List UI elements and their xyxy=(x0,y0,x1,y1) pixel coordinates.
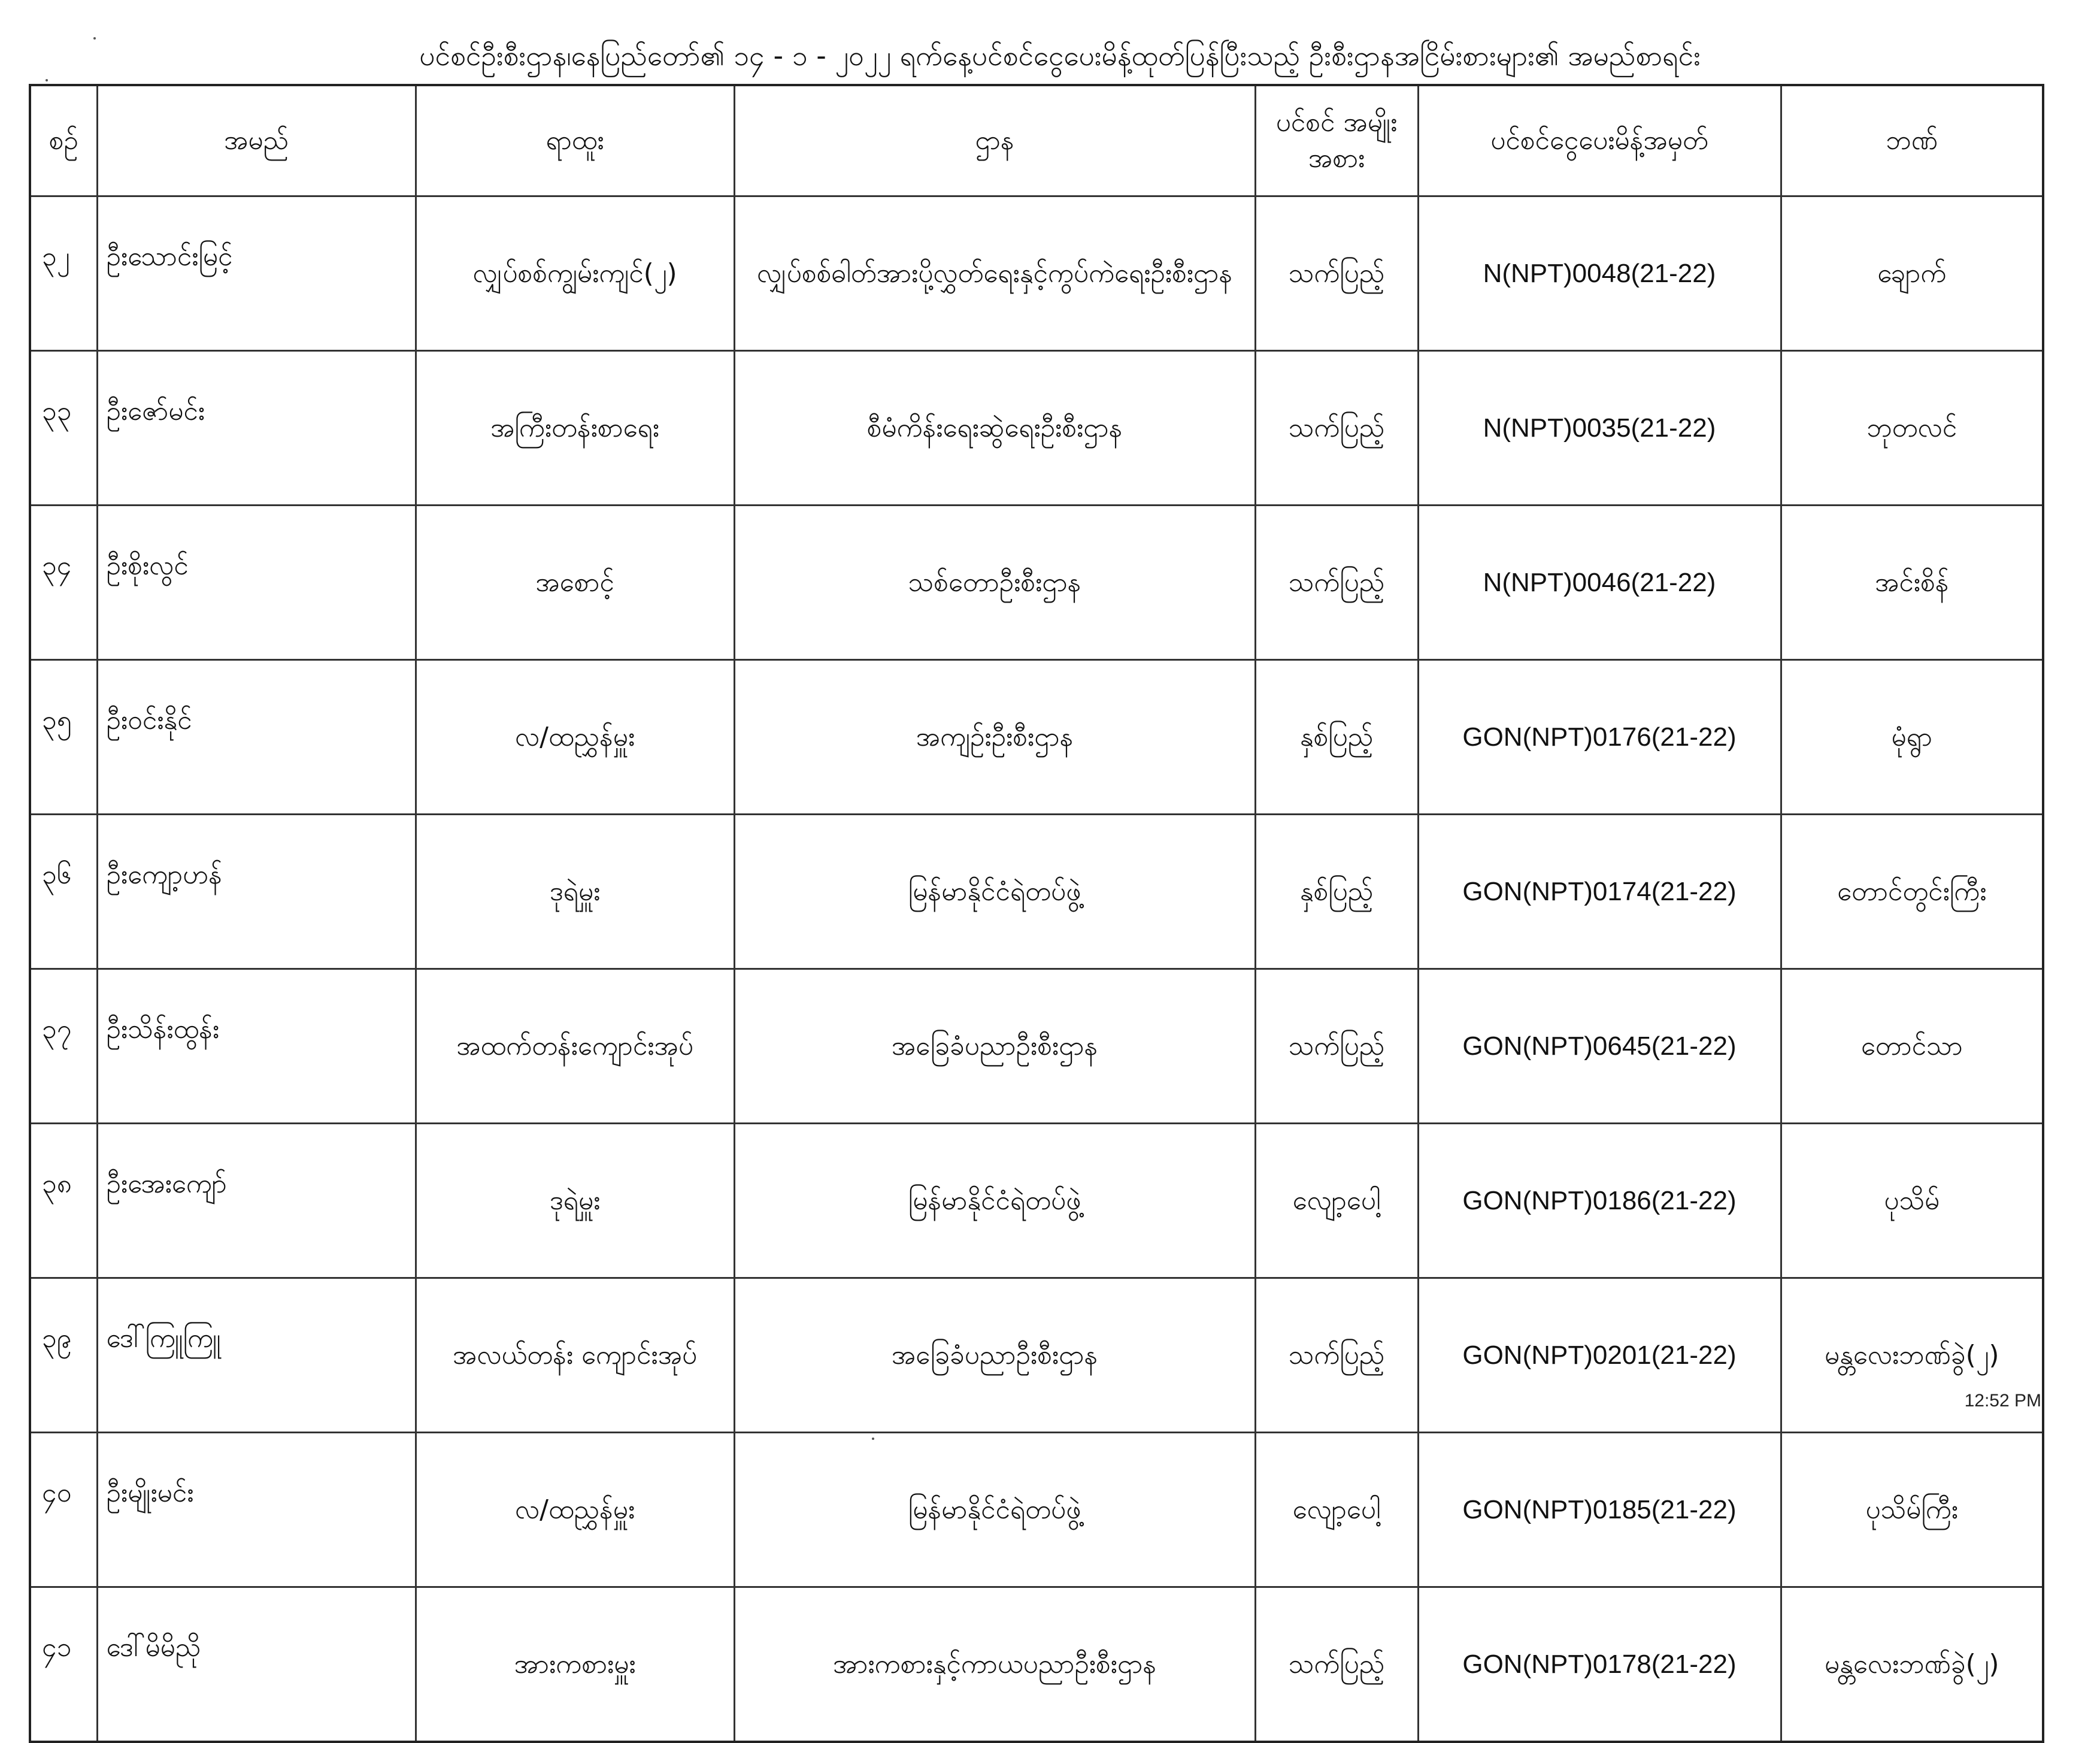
cell-rank: အစောင့် xyxy=(416,506,734,660)
cell-no: ၃၃ xyxy=(30,351,97,506)
page-title: ပင်စင်ဦးစီးဌာန၊နေပြည်တော်၏ ၁၄ - ၁ - ၂၀၂၂ ရက်နေ့ပင်စင်ငွေပေးမိန့်ထုတ်ပြန်ပြီးသည့် ဦးစီးဌာနအငြိမ်းစားများ၏ အမည်စာရင်း xyxy=(419,40,1701,72)
cell-bank: တောင်သာ xyxy=(1781,969,2043,1124)
cell-department: မြန်မာနိုင်ငံရဲတပ်ဖွဲ့ xyxy=(734,1124,1255,1278)
cell-rank: အထက်တန်းကျောင်းအုပ် xyxy=(416,969,734,1124)
header-bank: ဘဏ် xyxy=(1781,85,2043,196)
cell-pension-type: နှစ်ပြည့် xyxy=(1255,660,1418,815)
table-row xyxy=(30,506,2043,660)
cell-name: ဦးအေးကျော် xyxy=(97,1124,416,1278)
cell-no: ၄၁ xyxy=(30,1587,97,1742)
cell-department: အားကစားနှင့်ကာယပညာဦးစီးဌာန xyxy=(734,1587,1255,1742)
cell-rank: အကြီးတန်းစာရေး xyxy=(416,351,734,506)
cell-rank xyxy=(416,1278,734,1433)
cell-rank: ဒုရဲမှူး xyxy=(416,815,734,969)
cell-pension-type: သက်ပြည့် xyxy=(1255,969,1418,1124)
cell-bank: ဘုတလင် xyxy=(1781,351,2043,506)
cell-pension-type: သက်ပြည့် xyxy=(1255,1587,1418,1742)
cell-department: သစ်တောဦးစီးဌာန xyxy=(734,506,1255,660)
header-pension-type xyxy=(1255,85,1418,196)
cell-bank: မုံရွာ xyxy=(1781,660,2043,815)
table-row xyxy=(30,660,2043,815)
cell-name: ဦးသောင်းမြင့် xyxy=(97,196,416,351)
cell-bank: တောင်တွင်းကြီး xyxy=(1781,815,2043,969)
cell-pension-type: သက်ပြည့် xyxy=(1255,1278,1418,1433)
cell-bank: အင်းစိန် xyxy=(1781,506,2043,660)
cell-bank: ချောက် xyxy=(1781,196,2043,351)
cell-name: ဒေါ်ကြူကြူ xyxy=(97,1278,416,1433)
cell-bank: မန္တလေးဘဏ်ခွဲ(၂) xyxy=(1781,1278,2043,1433)
cell-pension-type: နှစ်ပြည့် xyxy=(1255,815,1418,969)
cell-order-no: GON(NPT)0201(21-22) xyxy=(1418,1278,1781,1433)
print-timestamp: 12:52 PM xyxy=(1964,1391,2041,1411)
cell-bank: ပုသိမ်ကြီး xyxy=(1781,1433,2043,1587)
cell-department: မြန်မာနိုင်ငံရဲတပ်ဖွဲ့ xyxy=(734,1433,1255,1587)
cell-pension-type: သက်ပြည့် xyxy=(1255,351,1418,506)
cell-order-no: N(NPT)0035(21-22) xyxy=(1418,351,1781,506)
cell-rank: လျှပ်စစ်ကျွမ်းကျင်(၂) xyxy=(416,196,734,351)
cell-pension-type: သက်ပြည့် xyxy=(1255,196,1418,351)
cell-department: မြန်မာနိုင်ငံရဲတပ်ဖွဲ့ xyxy=(734,815,1255,969)
cell-bank: ပုသိမ် xyxy=(1781,1124,2043,1278)
header-no: စဉ် xyxy=(30,85,97,196)
header-row xyxy=(30,85,2043,196)
cell-order-no: GON(NPT)0645(21-22) xyxy=(1418,969,1781,1124)
table-row xyxy=(30,1433,2043,1587)
cell-order-no: GON(NPT)0178(21-22) xyxy=(1418,1587,1781,1742)
cell-no: ၃၅ xyxy=(30,660,97,815)
scan-speck xyxy=(46,79,48,81)
header-department: ဌာန xyxy=(734,85,1255,196)
cell-pension-type: သက်ပြည့် xyxy=(1255,506,1418,660)
cell-no: ၃၈ xyxy=(30,1124,97,1278)
cell-order-no: GON(NPT)0186(21-22) xyxy=(1418,1124,1781,1278)
scan-speck xyxy=(93,37,96,40)
cell-department-text: လျှပ်စစ်ဓါတ်အားပို့လွှတ်ရေးနှင့်ကွပ်ကဲရေးဦးစီးဌာန xyxy=(756,258,1233,289)
table-body xyxy=(30,196,2043,1742)
header-order-no: ပင်စင်ငွေပေးမိန့်အမှတ် xyxy=(1418,85,1781,196)
cell-rank-text: အလယ်တန်း ကျောင်းအုပ် xyxy=(452,1339,698,1370)
cell-name: ဦးဝင်းနိုင် xyxy=(97,660,416,815)
header-pension-type-label: ပင်စင် အမျိုးအစား xyxy=(1275,107,1398,174)
table-header xyxy=(30,85,2043,196)
cell-rank: လ/ထညွှန်မှူး xyxy=(416,1433,734,1587)
cell-name: ဦးသိန်းထွန်း xyxy=(97,969,416,1124)
cell-order-no: N(NPT)0046(21-22) xyxy=(1418,506,1781,660)
table-row xyxy=(30,196,2043,351)
cell-order-no: GON(NPT)0176(21-22) xyxy=(1418,660,1781,815)
table-row xyxy=(30,969,2043,1124)
cell-name: ဦးမျိုးမင်း xyxy=(97,1433,416,1587)
header-rank: ရာထူး xyxy=(416,85,734,196)
cell-order-no: N(NPT)0048(21-22) xyxy=(1418,196,1781,351)
cell-name: ဦးကျော့ဟန် xyxy=(97,815,416,969)
cell-department: အကျဉ်းဦးစီးဌာန xyxy=(734,660,1255,815)
table-row xyxy=(30,1278,2043,1433)
cell-no: ၄၀ xyxy=(30,1433,97,1587)
scan-speck xyxy=(872,1438,874,1440)
cell-no: ၃၄ xyxy=(30,506,97,660)
cell-department xyxy=(734,196,1255,351)
cell-pension-type: လျော့ပေါ့ xyxy=(1255,1124,1418,1278)
cell-name: ဦးစိုးလွင် xyxy=(97,506,416,660)
cell-order-no: GON(NPT)0185(21-22) xyxy=(1418,1433,1781,1587)
cell-no: ၃၇ xyxy=(30,969,97,1124)
table-row xyxy=(30,1587,2043,1742)
cell-rank: အားကစားမှူး xyxy=(416,1587,734,1742)
cell-rank: လ/ထညွှန်မှူး xyxy=(416,660,734,815)
cell-no: ၃၆ xyxy=(30,815,97,969)
cell-department: စီမံကိန်းရေးဆွဲရေးဦးစီးဌာန xyxy=(734,351,1255,506)
cell-no: ၃၂ xyxy=(30,196,97,351)
cell-department: အခြေခံပညာဦးစီးဌာန xyxy=(734,1278,1255,1433)
cell-rank: ဒုရဲမှူး xyxy=(416,1124,734,1278)
cell-no: ၃၉ xyxy=(30,1278,97,1433)
table-row xyxy=(30,1124,2043,1278)
table-row xyxy=(30,815,2043,969)
cell-name: ဦးဇော်မင်း xyxy=(97,351,416,506)
header-name: အမည် xyxy=(97,85,416,196)
cell-bank: မန္တလေးဘဏ်ခွဲ(၂) xyxy=(1781,1587,2043,1742)
table-row xyxy=(30,351,2043,506)
cell-order-no: GON(NPT)0174(21-22) xyxy=(1418,815,1781,969)
cell-department: အခြေခံပညာဦးစီးဌာန xyxy=(734,969,1255,1124)
cell-name: ဒေါ်မိမိညို xyxy=(97,1587,416,1742)
cell-pension-type: လျော့ပေါ့ xyxy=(1255,1433,1418,1587)
pension-roster-table xyxy=(29,84,2044,1743)
